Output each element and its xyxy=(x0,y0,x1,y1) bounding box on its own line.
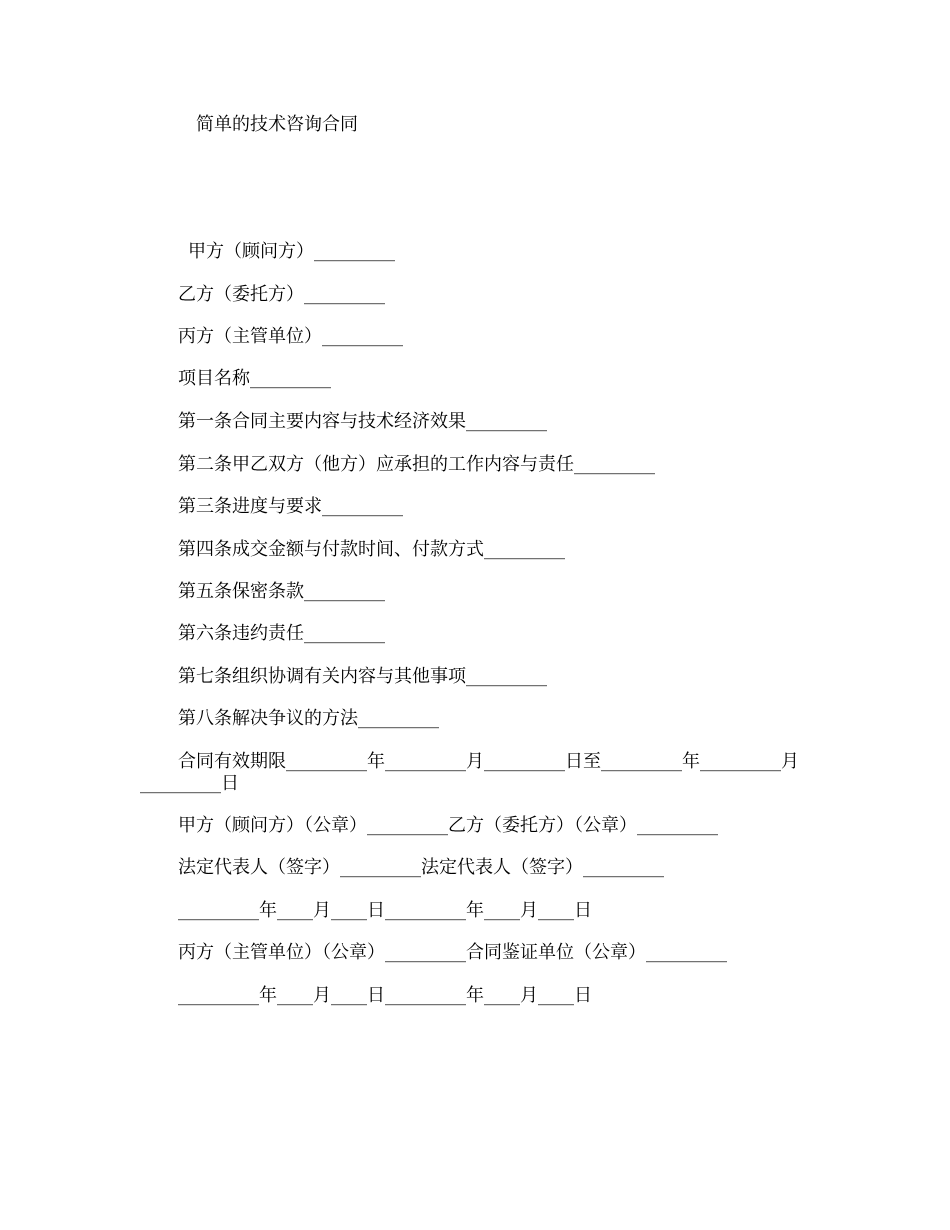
signature-party-ab-seal-line: 甲方（顾问方）（公章）_________乙方（委托方）（公章）_________ xyxy=(178,815,718,836)
signature-date-line-1: _________年____月____日_________年____月____日 xyxy=(178,900,592,921)
validity-period-line: 合同有效期限_________年_________月_________日至_________年_________月_________日 xyxy=(140,751,799,794)
party-b-line: 乙方（委托方）_________ xyxy=(178,284,385,305)
signature-date-line-2: _________年____月____日_________年____月____日 xyxy=(178,985,592,1006)
article-2-line: 第二条甲乙双方（他方）应承担的工作内容与责任_________ xyxy=(178,454,655,475)
article-6-line: 第六条违约责任_________ xyxy=(178,623,385,644)
article-3-line: 第三条进度与要求_________ xyxy=(178,496,403,517)
signature-party-c-seal-line: 丙方（主管单位）（公章）_________合同鉴证单位（公章）_________ xyxy=(178,942,727,963)
article-5-line: 第五条保密条款_________ xyxy=(178,581,385,602)
party-c-line: 丙方（主管单位）_________ xyxy=(178,326,403,347)
article-8-line: 第八条解决争议的方法_________ xyxy=(178,708,439,729)
article-1-line: 第一条合同主要内容与技术经济效果_________ xyxy=(178,411,547,432)
party-a-line: 甲方（顾问方）_________ xyxy=(188,241,395,262)
article-4-line: 第四条成交金额与付款时间、付款方式_________ xyxy=(178,539,565,560)
article-7-line: 第七条组织协调有关内容与其他事项_________ xyxy=(178,666,547,687)
legal-representative-line: 法定代表人（签字）_________法定代表人（签字）_________ xyxy=(178,857,664,878)
document-title: 简单的技术咨询合同 xyxy=(196,114,358,135)
project-name-line: 项目名称_________ xyxy=(178,368,331,389)
